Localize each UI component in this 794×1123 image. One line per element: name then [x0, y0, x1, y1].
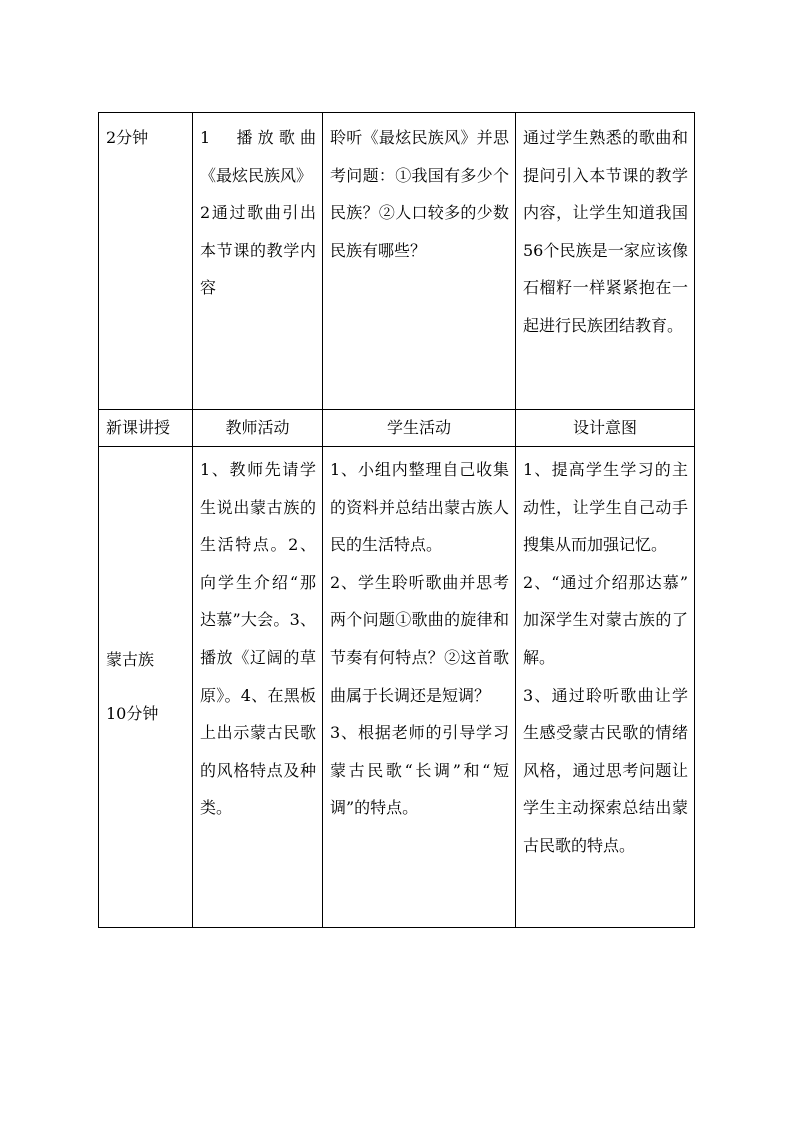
- mongol-intent-item-1: 1、提高学生学习的主动性，让学生自己动手搜集从而加强记忆。: [523, 460, 688, 555]
- intro-time: 2分钟: [106, 128, 149, 147]
- lesson-plan-table: [98, 112, 695, 928]
- intro-intent-cell: [516, 113, 695, 410]
- mongol-time: 10分钟: [106, 704, 159, 723]
- table-row-mongol: [99, 447, 695, 928]
- mongol-intent-item-2: 2、“通过介绍那达慕” 加深学生对蒙古族的了解。: [523, 572, 688, 667]
- mongol-student-cell: [323, 447, 516, 928]
- intro-teacher-item-2: 2通过歌曲引出本节课的教学内容: [200, 203, 316, 298]
- mongol-student-item-3: 3、根据老师的引导学习蒙古民歌“长调”和“短调”的特点。: [330, 723, 509, 818]
- intro-time-cell: [99, 113, 193, 410]
- header-design-intent: 设计意图: [516, 410, 695, 447]
- intro-intent-text: 通过学生熟悉的歌曲和提问引入本节课的教学内容，让学生知道我国56个民族是一家应该像石榴籽一样紧紧抱在一起进行民族团结教育。: [523, 128, 688, 335]
- mongol-topic: 蒙古族: [106, 650, 155, 670]
- intro-student-text: 聆听《最炫民族风》并思考问题：①我国有多少个民族？②人口较多的少数民族有哪些？: [330, 128, 509, 260]
- table-header-row: [99, 410, 695, 447]
- intro-teacher-cell: [193, 113, 323, 410]
- mongol-student-item-2: 2、学生聆听歌曲并思考两个问题①歌曲的旋律和节奏有何特点？②这首歌曲属于长调还是短调？: [330, 572, 509, 705]
- header-student-activity: 学生活动: [323, 410, 516, 447]
- mongol-student-item-1: 1、小组内整理自己收集的资料并总结出蒙古族人民的生活特点。: [330, 460, 509, 555]
- mongol-teacher-text: 1、教师先请学生说出蒙古族的生活特点。2、向学生介绍“那达慕”大会。3、播放《辽阔的草原》。4、在黑板上出示蒙古民歌的风格特点及种类。: [200, 460, 316, 818]
- intro-teacher-item-1: 1 播放歌曲《最炫民族风》: [200, 128, 316, 185]
- header-teacher-activity: 教师活动: [193, 410, 323, 447]
- mongol-topic-cell: [99, 447, 193, 928]
- table-row-intro: [99, 113, 695, 410]
- header-section: 新课讲授: [99, 410, 193, 447]
- mongol-intent-item-3: 3、通过聆听歌曲让学生感受蒙古民歌的情绪风格，通过思考问题让学生主动探索总结出蒙古民歌的特点。: [523, 685, 688, 855]
- mongol-intent-cell: [516, 447, 695, 928]
- mongol-teacher-cell: [193, 447, 323, 928]
- intro-student-cell: [323, 113, 516, 410]
